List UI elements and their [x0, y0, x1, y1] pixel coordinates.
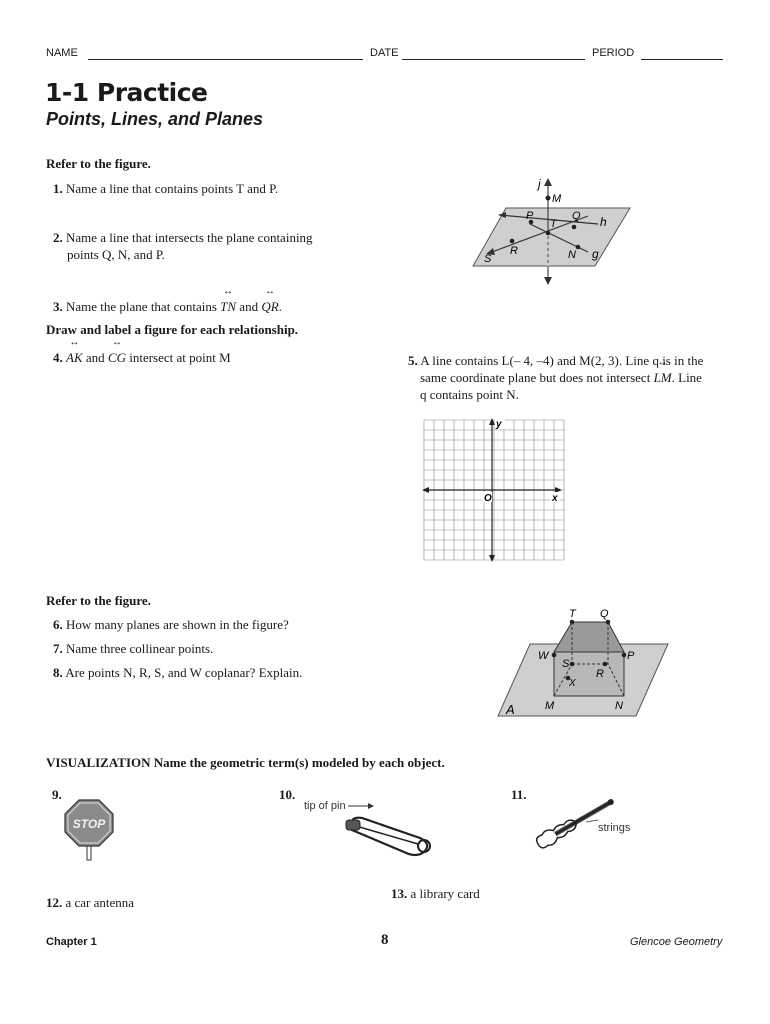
section1-instruction: Refer to the figure.	[46, 156, 151, 171]
fig2-label-P: P	[627, 650, 635, 662]
label-Q: Q	[572, 210, 581, 222]
y-axis-label: y	[496, 419, 502, 430]
violin-image	[528, 796, 638, 860]
label-S: S	[484, 253, 492, 265]
label-g: g	[592, 247, 599, 261]
period-label: PERIOD	[592, 47, 635, 59]
date-field[interactable]	[402, 59, 585, 60]
fig2-label-S: S	[562, 658, 570, 670]
question-4: 4. ↔ AK and ↔ CG intersect at point M	[53, 349, 231, 366]
label-M: M	[552, 193, 562, 205]
question-12: 12. a car antenna	[46, 895, 135, 910]
footer-book-title: Glencoe Geometry	[630, 936, 723, 948]
fig2-label-A: A	[506, 702, 515, 717]
origin-label: O	[484, 493, 492, 504]
name-label: NAME	[46, 47, 78, 59]
question-2: 2. Name a line that intersects the plane containing points Q, N, and P.	[53, 230, 313, 262]
label-h: h	[600, 215, 607, 229]
fig2-label-X: X	[569, 678, 576, 689]
question-3: 3. Name the plane that contains ↔ TN and ↔ QR.	[53, 298, 282, 315]
period-field[interactable]	[641, 59, 723, 60]
label-N: N	[568, 249, 576, 261]
label-P: P	[526, 210, 534, 222]
page-number: 8	[381, 932, 389, 948]
strings-callout: strings	[598, 822, 631, 834]
fig2-label-Q: Q	[600, 608, 609, 620]
question-13: 13. a library card	[391, 886, 480, 901]
fig2-label-M: M	[545, 700, 555, 712]
plane-figure-2	[496, 600, 671, 720]
section3-instruction: Refer to the figure.	[46, 593, 151, 608]
question-8: 8. Are points N, R, S, and W coplanar? Explain.	[53, 665, 303, 680]
fig2-label-W: W	[538, 650, 549, 662]
section2-instruction: Draw and label a figure for each relationship.	[46, 322, 299, 337]
footer-chapter: Chapter 1	[46, 936, 97, 948]
coordinate-grid[interactable]	[420, 416, 566, 564]
fig2-label-R: R	[596, 668, 604, 680]
question-1: 1. Name a line that contains points T and P.	[53, 181, 279, 196]
x-axis-label: x	[552, 493, 558, 504]
stop-sign-image	[64, 798, 116, 862]
visualization-heading: VISUALIZATION Name the geometric term(s) modeled by each object.	[46, 755, 445, 770]
question-10-number: 10.	[279, 787, 296, 802]
question-7: 7. Name three collinear points.	[53, 641, 214, 656]
safety-pin-image	[300, 796, 435, 860]
question-9-number: 9.	[52, 787, 62, 802]
label-T: T	[550, 218, 557, 230]
stop-sign-text: STOP	[72, 817, 106, 831]
question-5: 5. A line contains L(– 4, –4) and M(2, 3). Line q is in the same coordinate plane but does not intersect ↔ LM. Line q contains point N.	[408, 352, 703, 403]
plane-figure-1	[470, 172, 640, 290]
label-R: R	[510, 245, 518, 257]
fig2-label-N: N	[615, 700, 623, 712]
page-subtitle: Points, Lines, and Planes	[46, 109, 264, 129]
question-11-number: 11.	[511, 787, 527, 802]
date-label: DATE	[370, 47, 399, 59]
question-6: 6. How many planes are shown in the figure?	[53, 617, 289, 632]
name-field[interactable]	[88, 59, 363, 60]
label-j: j	[538, 177, 541, 191]
fig2-label-T: T	[569, 608, 576, 620]
page-title: 1-1 Practice	[45, 78, 208, 107]
tip-of-pin-callout: tip of pin	[304, 800, 346, 812]
